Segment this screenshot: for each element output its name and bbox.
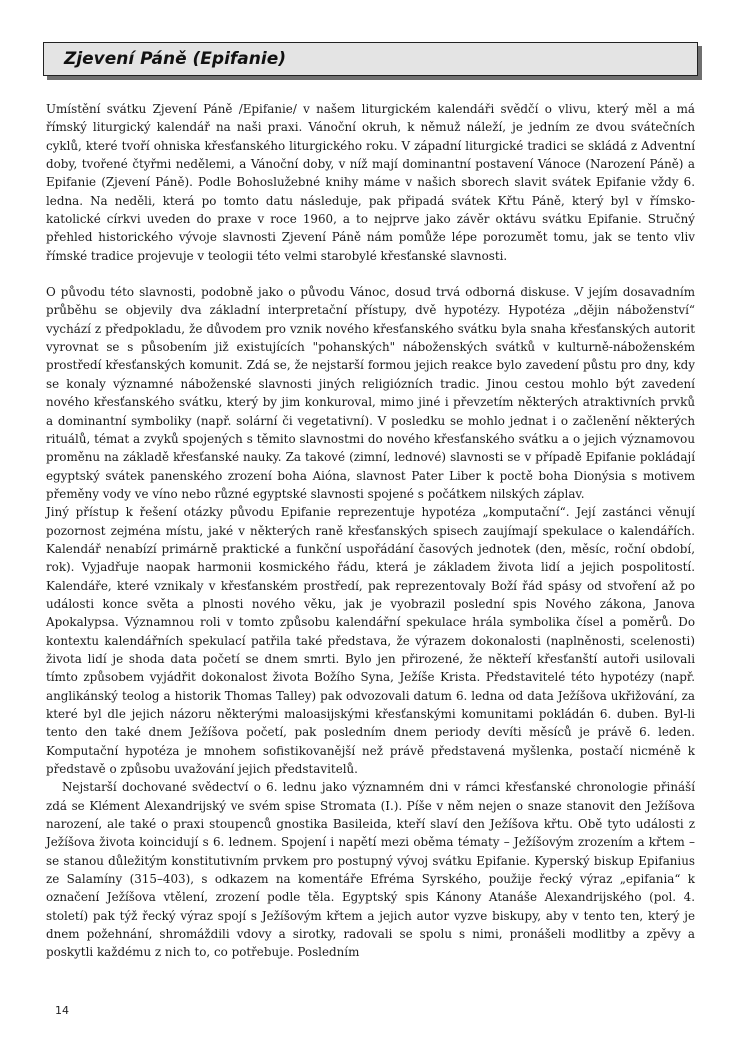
- paragraph-oldest-testimony: Nejstarší dochované svědectví o 6. lednu jako významném dni v rámci křesťanské chronologie přináší zdá se Klément Alexandrijský ve svém spise Stromata (I.). Píše v něm nejen o snaze stanovit den Ježíšova narození, ale také o praxi stoupenců gnostika Basileida, kteří slaví den Ježíšova křtu. Obě tyto události z Ježíšova života koincidují s 6. lednem. Spojení i napětí mezi oběma tématy – Ježíšovým zrozením a křtem – se stanou důležitým konstitutivním prvkem pro postupný vývoj svátku Epifanie. Kyperský biskup Epifanius ze Salamíny (315–403), s odkazem na komentáře Efréma Syrského, použije řecký výraz „epifania“ k označení Ježíšova vtělení, zrození podle těla. Egyptský spis Kánony Atanáše Alexandrijského (pol. 4. století) pak týž řecký výraz spojí s Ježíšovým křtem a jejich autor vyzve biskupy, aby v tento ten, který je dnem požehnání, shromáždili vdovy a sirotky, radovali se spolu s nimi, pronášeli modlitby a zpěvy a poskytli každému z nich to, co potřebuje. Posledním: [46, 780, 695, 960]
- page-number: 14: [55, 1004, 69, 1017]
- section-heading-box: [43, 42, 698, 76]
- paragraph-computational-hypothesis: Jiný přístup k řešení otázky původu Epifanie reprezentuje hypotéza „komputační“. Její zastánci věnují pozornost zejména místu, jaké v některých raně křesťanských spisech zaujímají spekulace o kalendářích. Kalendář nenabízí primárně praktické a funkční uspořádání časových jednotek (den, měsíc, roční období, rok). Vyjadřuje naopak harmonii kosmického řádu, která je základem života lidí a jejich pospolitostí. Kalendáře, které vznikaly v křesťanském prostředí, pak reprezentovaly Boží řád spásy od stvoření až po události konce světa a plnosti nového věku, jak je vyobrazil poslední spis Nového zákona, Janova Apokalypsa. Významnou roli v tomto způsobu kalendářní spekulace hrála symbolika čísel a poměrů. Do kontextu kalendářních spekulací patřila také představa, že výrazem dokonalosti (naplněnosti, scelenosti) života lidí je shoda data početí se dnem smrti. Bylo jen přirozené, že někteří křesťanští autoři usilovali tímto způsobem vyjádřit dokonalost života Božího Syna, Ježíše Krista. Představitelé této hypotézy (např. anglikánský teolog a historik Thomas Talley) pak odvozovali datum 6. ledna od data Ježíšova ukřižování, za které byl dle jejich názoru některými maloasijskými křesťanskými komunitami pokládán 6. duben. Byl-li tento den také dnem Ježíšova početí, pak posledním dnem periody devíti měsíců je právě 6. leden. Komputační hypotéza je mnohem sofistikovanější než právě představená myšlenka, postačí nicméně k představě o způsobu uvažování jejich představitelů.: [46, 505, 695, 777]
- paragraph-origin: O původu této slavnosti, podobně jako o původu Vánoc, dosud trvá odborná diskuse. V jejím dosavadním průběhu se objevily dva základní interpretační přístupy, dvě hypotézy. Hypotéza „dějin náboženství“ vychází z předpokladu, že důvodem pro vznik nového křesťanského svátku byla snaha křesťanských autorit vyrovnat se s působením již existujících "pohanských" náboženských svátků v kulturně-náboženském prostředí křesťanských komunit. Zdá se, že nejstarší formou jejich reakce bylo zavedení půstu pro dny, kdy se konaly významné náboženské slavnosti jiných religiózních tradic. Jinou cestou mohlo být zavedení nového křesťanského svátku, který by jim konkuroval, mimo jiné i převzetím některých atraktivních prvků a dominantní symboliky (např. solární či vegetativní). V posledku se mohlo jednat i o začlenění některých rituálů, témat a zvyků spojených s těmito slavnostmi do nového křesťanského svátku a o jejich významovou proměnu na základě křesťanské nauky. Za takové (zimní, lednové) slavnosti se v případě Epifanie pokládají egyptský svátek panenského zrození boha Aióna, slavnost Pater Liber k poctě boha Dionýsia s motivem přeměny vody ve víno nebo různé egyptské slavnosti spojené s počátkem nilských záplav.: [46, 285, 695, 501]
- section-title: Zjevení Páně (Epifanie): [64, 49, 287, 69]
- paragraph-intro: Umístění svátku Zjevení Páně /Epifanie/ v našem liturgickém kalendáři svědčí o vlivu, který měl a má římský liturgický kalendář na naši praxi. Vánoční okruh, k němuž náleží, je jedním ze dvou svátečních cyklů, které tvoří ohniska křesťanského liturgického roku. V západní liturgické tradici se skládá z Adventní doby, tvořené čtyřmi nedělemi, a Vánoční doby, v níž mají dominantní postavení Vánoce (Narození Páně) a Epifanie (Zjevení Páně). Podle Bohoslužebné knihy máme v našich sborech slavit svátek Epifanie vždy 6. ledna. Na neděli, která po tomto datu následuje, pak připadá svátek Křtu Páně, který byl v římsko-katolické církvi uveden do praxe v roce 1960, a to nejprve jako závěr oktávu svátku Epifanie. Stručný přehled historického vývoje slavnosti Zjevení Páně nám pomůže lépe porozumět tomu, jak se tento vliv římské tradice projevuje v teologii této velmi starobylé křesťanské slavnosti.: [46, 102, 695, 263]
- article-body: [46, 100, 695, 962]
